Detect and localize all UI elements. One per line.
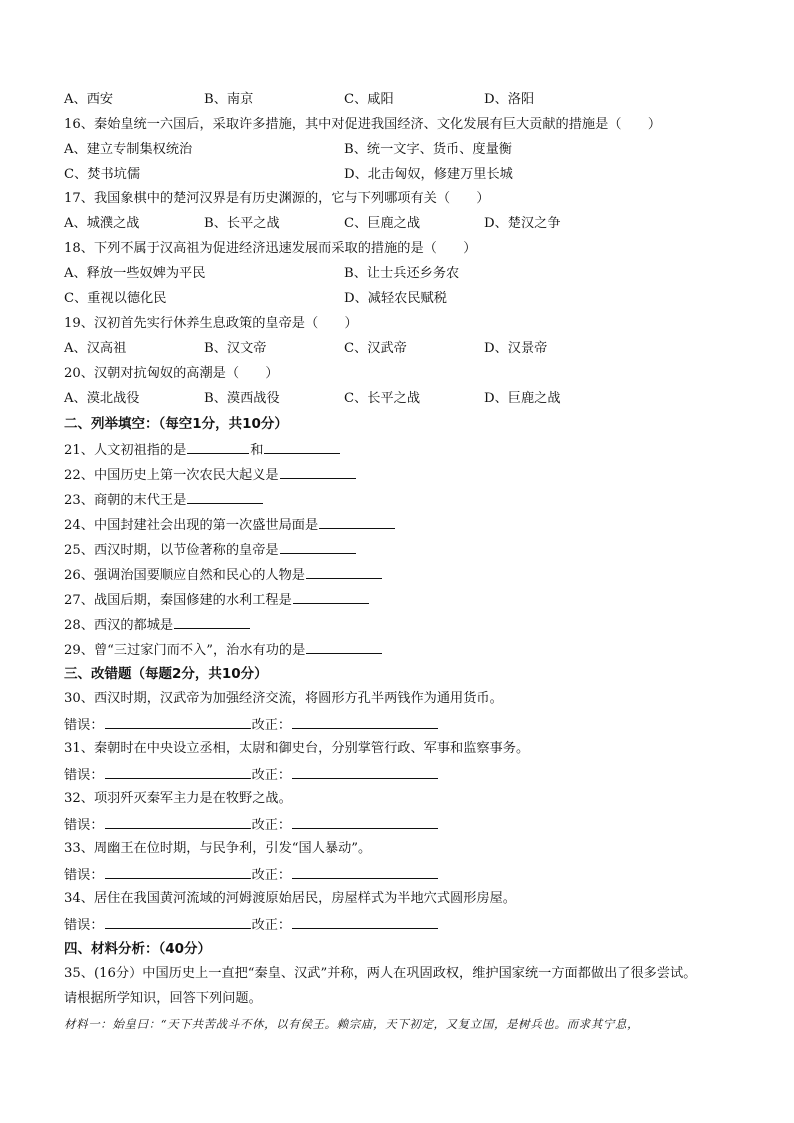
q18-options-row2: [64, 289, 744, 309]
q16-stem: 16、秦始皇统一六国后，采取许多措施，其中对促进我国经济、文化发展有巨大贡献的措施是（ ）: [64, 117, 662, 132]
q19-option-d[interactable]: D、汉景帝: [484, 341, 548, 356]
q31-fix-blank[interactable]: [292, 764, 438, 779]
q31-wrong-blank[interactable]: [105, 764, 251, 779]
q19-option-a[interactable]: A、汉高祖: [64, 341, 127, 356]
section4-title: 四、材料分析：（40分）: [64, 941, 212, 957]
q32-wrong-blank[interactable]: [105, 814, 251, 829]
q18-stem: 18、下列不属于汉高祖为促进经济迅速发展而采取的措施的是（ ）: [64, 241, 477, 256]
q20-option-a[interactable]: A、漠北战役: [64, 391, 140, 406]
q19-option-b[interactable]: B、汉文帝: [204, 341, 267, 356]
q31-wrong-label: 错误：: [64, 768, 104, 783]
q26: [64, 564, 383, 586]
q30-fix-label: 改正：: [251, 718, 292, 733]
q33-wrong-label: 错误：: [64, 868, 104, 883]
q22-prompt: 22、中国历史上第一次农民大起义是: [64, 468, 279, 483]
q21-blank-1[interactable]: [187, 439, 249, 454]
material-one: 材料一：始皇曰：“天下共苦战斗不休，以有侯王。赖宗庙，天下初定，又复立国，是树兵也。而求其宁息，: [64, 1017, 640, 1031]
q22-blank[interactable]: [280, 464, 356, 479]
q32-fix-blank[interactable]: [292, 814, 438, 829]
q18-option-a[interactable]: A、释放一些奴婢为平民: [64, 266, 206, 281]
q15-options: [64, 90, 744, 110]
q33-answer-row: [64, 864, 439, 886]
q19-stem: 19、汉初首先实行休养生息政策的皇帝是（ ）: [64, 316, 358, 331]
q26-prompt: 26、强调治国要顺应自然和民心的人物是: [64, 568, 305, 583]
q16-option-a[interactable]: A、建立专制集权统治: [64, 142, 193, 157]
q15-option-b[interactable]: B、南京: [204, 92, 254, 107]
q19-option-c[interactable]: C、汉武帝: [344, 341, 407, 356]
q34-answer-row: [64, 914, 439, 936]
q17-option-d[interactable]: D、楚汉之争: [484, 216, 561, 231]
q29: [64, 639, 383, 661]
q15-option-d[interactable]: D、洛阳: [484, 92, 535, 107]
q21: [64, 439, 341, 461]
q20-option-c[interactable]: C、长平之战: [344, 391, 421, 406]
q16-options-row1: [64, 140, 744, 160]
q30-wrong-label: 错误：: [64, 718, 104, 733]
q29-prompt: 29、曾“三过家门而不入”，治水有功的是: [64, 643, 306, 658]
q16-option-b[interactable]: B、统一文字、货币、度量衡: [344, 142, 512, 157]
q16-option-d[interactable]: D、北击匈奴，修建万里长城: [344, 167, 513, 182]
q30-answer-row: [64, 714, 439, 736]
q23-blank[interactable]: [187, 489, 263, 504]
q34-stem: 34、居住在我国黄河流域的河姆渡原始居民，房屋样式为半地穴式圆形房屋。: [64, 891, 516, 906]
q26-blank[interactable]: [306, 564, 382, 579]
q30-stem: 30、西汉时期，汉武帝为加强经济交流，将圆形方孔半两钱作为通用货币。: [64, 691, 503, 706]
q33-wrong-blank[interactable]: [105, 864, 251, 879]
q17-option-c[interactable]: C、巨鹿之战: [344, 216, 421, 231]
q32-wrong-label: 错误：: [64, 818, 104, 833]
q28: [64, 614, 251, 636]
q20-option-b[interactable]: B、漠西战役: [204, 391, 280, 406]
section3-title: 三、改错题（每题2分，共10分）: [64, 666, 268, 682]
q28-prompt: 28、西汉的都城是: [64, 618, 174, 633]
q34-wrong-label: 错误：: [64, 918, 104, 933]
q18-options-row1: [64, 264, 744, 284]
q17-option-a[interactable]: A、城濮之战: [64, 216, 140, 231]
q30-wrong-blank[interactable]: [105, 714, 251, 729]
q19-options: [64, 339, 744, 359]
q18-option-b[interactable]: B、让士兵还乡务农: [344, 266, 460, 281]
q27-blank[interactable]: [293, 589, 369, 604]
q17-option-b[interactable]: B、长平之战: [204, 216, 280, 231]
q25-prompt: 25、西汉时期，以节俭著称的皇帝是: [64, 543, 279, 558]
q16-option-c[interactable]: C、焚书坑儒: [64, 167, 141, 182]
q33-stem: 33、周幽王在位时期，与民争利，引发“国人暴动”。: [64, 841, 372, 856]
q32-answer-row: [64, 814, 439, 836]
q27-prompt: 27、战国后期，秦国修建的水利工程是: [64, 593, 292, 608]
q18-option-c[interactable]: C、重视以德化民: [64, 291, 167, 306]
q29-blank[interactable]: [306, 639, 382, 654]
q23: [64, 489, 264, 511]
q24-prompt: 24、中国封建社会出现的第一次盛世局面是: [64, 518, 319, 533]
q35-stem-line1: 35、(16分）中国历史上一直把“秦皇、汉武”并称，两人在巩固政权，维护国家统一方面都做出了很多尝试。: [64, 966, 697, 981]
q28-blank[interactable]: [174, 614, 250, 629]
q17-stem: 17、我国象棋中的楚河汉界是有历史渊源的，它与下列哪项有关（ ）: [64, 191, 490, 206]
q20-stem: 20、汉朝对抗匈奴的高潮是（ ）: [64, 366, 279, 381]
q17-options: [64, 214, 744, 234]
q20-options: [64, 389, 744, 409]
q25-blank[interactable]: [280, 539, 356, 554]
q15-option-a[interactable]: A、西安: [64, 92, 114, 107]
q34-wrong-blank[interactable]: [105, 914, 251, 929]
q23-prompt: 23、商朝的末代王是: [64, 493, 187, 508]
q33-fix-label: 改正：: [251, 868, 292, 883]
q35-stem-line2: 请根据所学知识，回答下列问题。: [64, 991, 262, 1006]
q22: [64, 464, 357, 486]
q21-blank-2[interactable]: [264, 439, 340, 454]
q24: [64, 514, 396, 536]
q30-fix-blank[interactable]: [292, 714, 438, 729]
q32-stem: 32、项羽歼灭秦军主力是在牧野之战。: [64, 791, 292, 806]
q18-option-d[interactable]: D、减轻农民赋税: [344, 291, 447, 306]
q31-fix-label: 改正：: [251, 768, 292, 783]
q31-answer-row: [64, 764, 439, 786]
q27: [64, 589, 370, 611]
q25: [64, 539, 357, 561]
q24-blank[interactable]: [319, 514, 395, 529]
section2-title: 二、列举填空：（每空1分，共10分）: [64, 416, 288, 432]
q21-connector: 和: [250, 443, 264, 458]
q33-fix-blank[interactable]: [292, 864, 438, 879]
q34-fix-blank[interactable]: [292, 914, 438, 929]
q16-options-row2: [64, 165, 744, 185]
q31-stem: 31、秦朝时在中央设立丞相，太尉和御史台，分别掌管行政、军事和监察事务。: [64, 741, 530, 756]
q32-fix-label: 改正：: [251, 818, 292, 833]
q34-fix-label: 改正：: [251, 918, 292, 933]
q21-prompt: 21、人文初祖指的是: [64, 443, 187, 458]
q20-option-d[interactable]: D、巨鹿之战: [484, 391, 561, 406]
q15-option-c[interactable]: C、咸阳: [344, 92, 394, 107]
